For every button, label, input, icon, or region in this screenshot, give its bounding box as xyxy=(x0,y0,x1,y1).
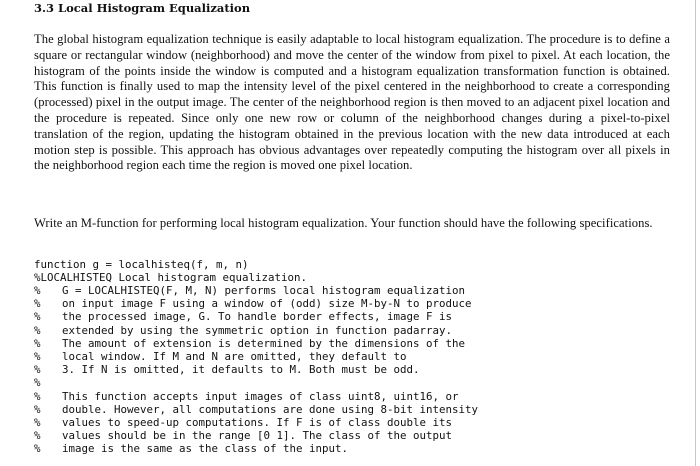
comment-marker: % xyxy=(34,310,41,324)
page-edge-divider xyxy=(695,0,696,466)
code-comment-line xyxy=(34,324,478,337)
code-comment-text: double. However, all computations are done using 8-bit intensity xyxy=(62,402,479,416)
comment-marker: % xyxy=(34,349,41,363)
code-comment-line xyxy=(34,284,478,297)
section-title: 3.3 Local Histogram Equalization xyxy=(34,1,251,15)
code-comment-line xyxy=(34,310,478,323)
code-comment-line xyxy=(34,429,478,442)
code-comment-line xyxy=(34,297,478,310)
comment-marker: % xyxy=(34,297,41,311)
task-paragraph: Write an M-function for performing local histogram equalization. Your function should have the following specifications. xyxy=(34,216,653,230)
code-comment-text: values to speed-up computations. If F is of class double its xyxy=(62,415,453,429)
code-comment-text: on input image F using a window of (odd) size M-by-N to produce xyxy=(62,297,472,311)
code-comment-line xyxy=(34,363,478,376)
code-h1-comment: %LOCALHISTEQ Local histogram equalization. xyxy=(34,271,308,284)
code-help-block xyxy=(34,284,478,455)
code-comment-text: local window. If M and N are omitted, they default to xyxy=(62,349,407,363)
intro-paragraph: The global histogram equalization technique is easily adaptable to local histogram equalization. The procedure is to define a square or rectangular window (neighborhood) and move the center of the window from pixel to pixel. At each location, the histogram of the points inside the window is computed and a histogram equalization transformation function is obtained. This function is finally used to map the intensity level of the pixel centered in the neighborhood to create a corresponding (processed) pixel in the output image. The center of the neighborhood region is then moved to an adjacent pixel location and the procedure is repeated. Since only one new row or column of the neighborhood changes during a pixel-to-pixel translation of the region, updating the histogram obtained in the previous location with the new data introduced at each motion step is possible. This approach has obvious advantages over repeatedly computing the histogram over all pixels in the neighborhood region each time the region is moved one pixel location. xyxy=(34,32,670,173)
code-comment-line xyxy=(34,350,478,363)
code-comment-line xyxy=(34,376,478,389)
comment-marker: % xyxy=(34,389,41,403)
code-comment-text: values should be in the range [0 1]. The class of the output xyxy=(62,429,453,443)
code-comment-line xyxy=(34,442,478,455)
comment-marker: % xyxy=(34,323,41,337)
comment-marker: % xyxy=(34,376,41,390)
comment-marker: % xyxy=(34,402,41,416)
code-comment-text: the processed image, G. To handle border effects, image F is xyxy=(62,310,453,324)
comment-marker: % xyxy=(34,363,41,377)
code-function-signature: function g = localhisteq(f, m, n) xyxy=(34,258,249,271)
comment-marker: % xyxy=(34,284,41,297)
code-comment-line xyxy=(34,390,478,403)
comment-marker: % xyxy=(34,442,41,456)
code-comment-text: G = LOCALHISTEQ(F, M, N) performs local histogram equalization xyxy=(62,284,466,297)
code-comment-text: extended by using the symmetric option in function padarray. xyxy=(62,323,453,337)
code-comment-line xyxy=(34,403,478,416)
code-comment-line xyxy=(34,337,478,350)
comment-marker: % xyxy=(34,415,41,429)
comment-marker: % xyxy=(34,336,41,350)
comment-marker: % xyxy=(34,429,41,443)
code-comment-text: 3. If N is omitted, it defaults to M. Both must be odd. xyxy=(62,363,420,377)
code-comment-text: The amount of extension is determined by the dimensions of the xyxy=(62,336,466,350)
code-comment-text: image is the same as the class of the input. xyxy=(62,442,349,456)
code-comment-text: This function accepts input images of class uint8, uint16, or xyxy=(62,389,459,403)
code-comment-line xyxy=(34,416,478,429)
